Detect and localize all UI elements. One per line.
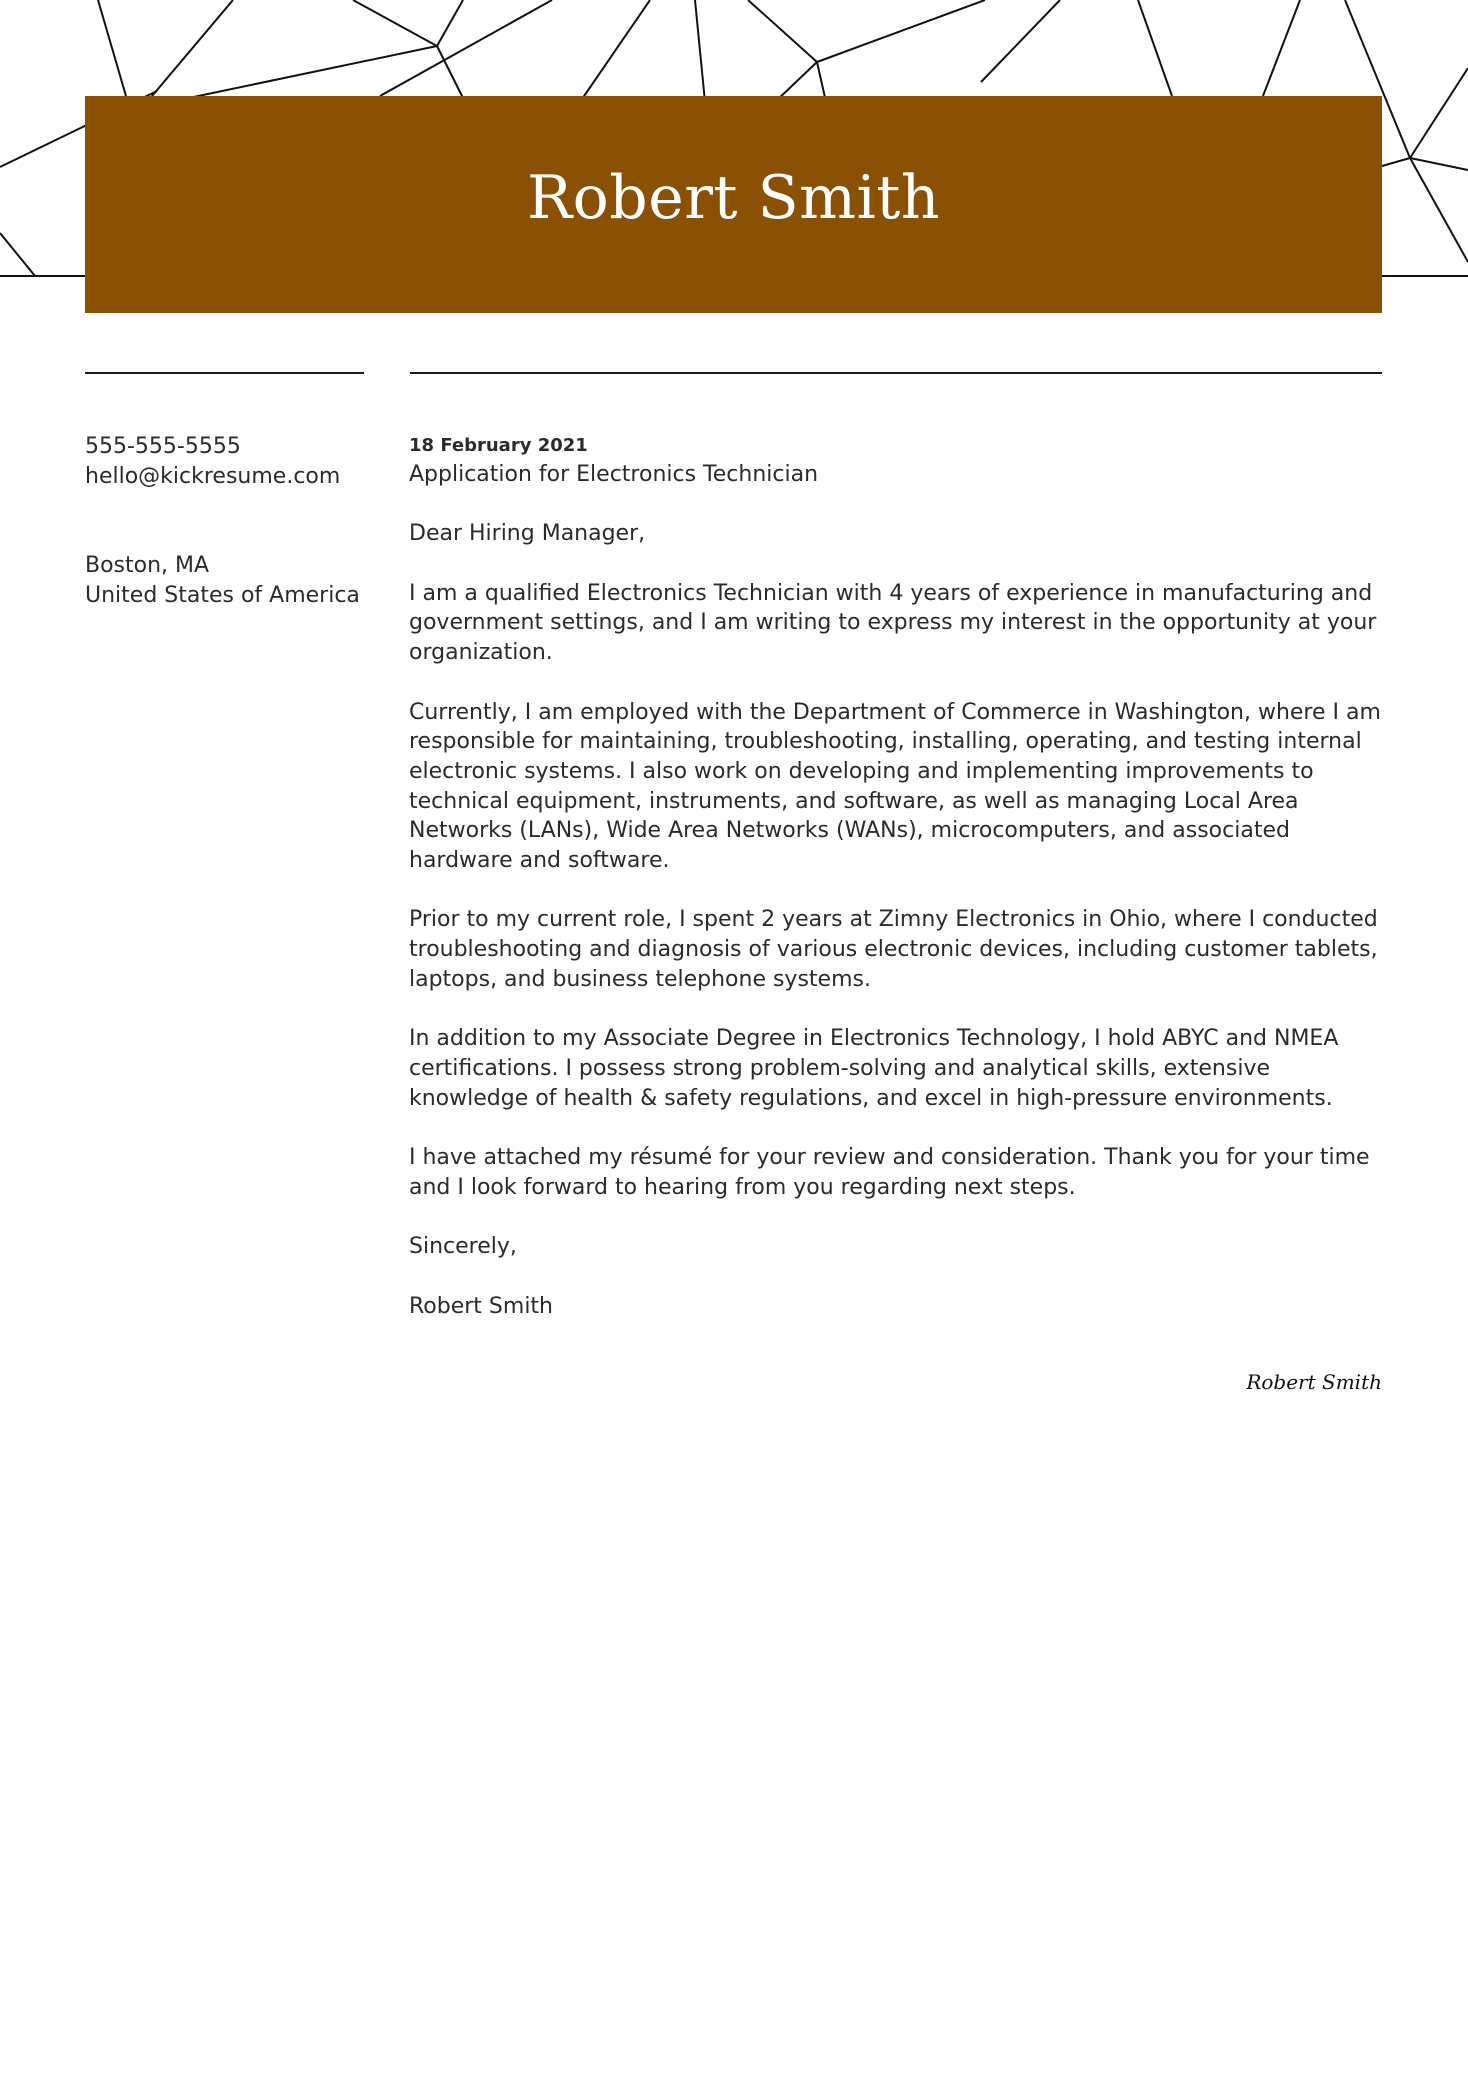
letter-paragraph: In addition to my Associate Degree in Electronics Technology, I hold ABYC and NMEA certifications. I possess strong problem-solving and analytical skills, extensive knowledge of health & safety regulations, and excel in high-pressure environments. <box>409 1026 1339 1111</box>
contact-email: hello@kickresume.com <box>85 464 341 489</box>
letter-paragraph: I have attached my résumé for your review and consideration. Thank you for your time and I look forward to hearing from you regarding next steps. <box>409 1145 1370 1200</box>
contact-city: Boston, MA <box>85 553 210 578</box>
letter-date: 18 February 2021 <box>409 435 588 456</box>
sidebar-divider <box>85 372 364 374</box>
contact-phone: 555-555-5555 <box>85 434 241 459</box>
letter-closing: Sincerely, <box>409 1234 517 1260</box>
signature: Robert Smith <box>1246 1370 1382 1394</box>
content-divider <box>410 372 1382 374</box>
letter-paragraph: Prior to my current role, I spent 2 years at Zimny Electronics in Ohio, where I conducted troubleshooting and diagnosis of various electronic devices, including customer tablets, laptops, and business telephone systems. <box>409 907 1378 992</box>
applicant-name-heading: Robert Smith <box>526 162 941 233</box>
contact-sidebar <box>85 432 385 611</box>
letter-body <box>409 432 1384 1321</box>
header-band <box>85 96 1382 313</box>
letter-subject: Application for Electronics Technician <box>409 462 819 487</box>
letter-paragraph: I am a qualified Electronics Technician with 4 years of experience in manufacturing and government settings, and I am writing to express my interest in the opportunity at your organization. <box>409 580 1377 666</box>
letter-signoff-name: Robert Smith <box>409 1293 553 1319</box>
letter-salutation: Dear Hiring Manager, <box>409 521 646 547</box>
contact-country: United States of America <box>85 583 360 608</box>
letter-paragraph: Currently, I am employed with the Department of Commerce in Washington, where I am responsible for maintaining, troubleshooting, installing, operating, and testing internal electronic systems. I also work on developing and implementing improvements to technical equipment, instruments, and software, as well as managing Local Area Networks (LANs), Wide Area Networks (WANs), microcomputers, and associated hardware and software. <box>409 699 1381 874</box>
